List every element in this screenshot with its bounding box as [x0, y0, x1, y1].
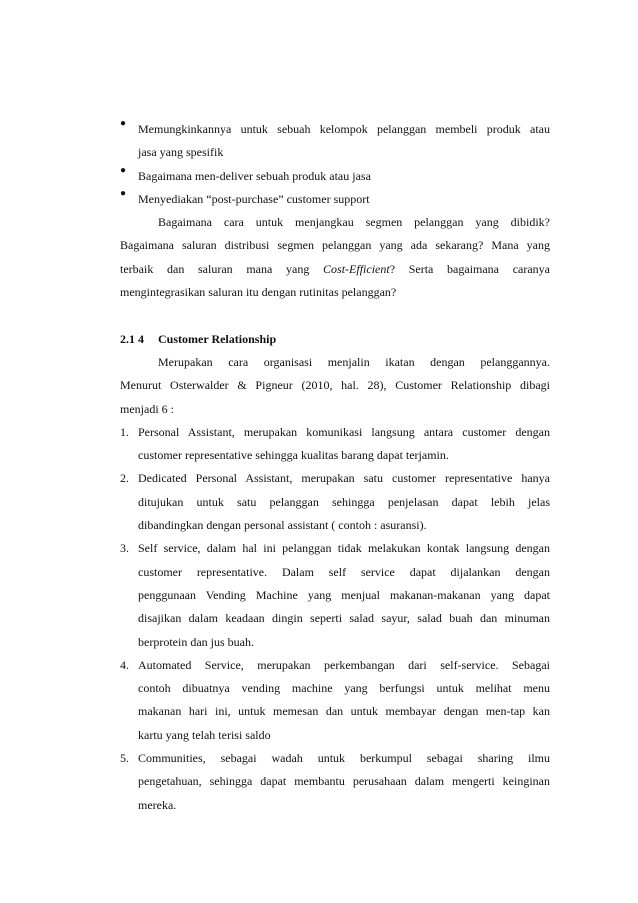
paragraph-line: Bagaimana cara untuk menjangkau segmen pelanggan yang dibidik?: [158, 215, 550, 230]
paragraph-line: Merupakan cara organisasi menjalin ikatan dengan pelanggannya.: [158, 354, 550, 369]
list-line: contoh dibuatnya vending machine yang berfungsi untuk melihat menu: [138, 681, 550, 696]
list-line: Self service, dalam hal ini pelanggan tidak melakukan kontak langsung dengan: [138, 541, 550, 556]
list-line: Dedicated Personal Assistant, merupakan satu customer representative hanya: [138, 471, 550, 486]
list-line: berprotein dan jus buah.: [138, 634, 254, 649]
list-number: 5.: [120, 751, 129, 766]
list-number: 3.: [120, 541, 129, 556]
list-line: Communities, sebagai wadah untuk berkumpul sebagai sharing ilmu: [138, 751, 550, 766]
bullet-item: [120, 118, 550, 165]
paragraph-line: menjadi 6 :: [120, 401, 174, 416]
list-item: [120, 747, 550, 817]
list-number: 2.: [120, 471, 129, 486]
bullet-icon: ●: [120, 187, 127, 199]
bullet-line: Bagaimana men-deliver sebuah produk atau jasa: [138, 168, 371, 183]
paragraph-intro: [120, 351, 550, 421]
paragraph-line: Bagaimana saluran distribusi segmen pelanggan yang ada sekarang? Mana yang: [120, 238, 550, 253]
list-line: pengetahuan, sehingga dapat membantu perusahaan dalam mengerti keinginan: [138, 774, 550, 789]
paragraph-emphasis: Cost-Efficient: [323, 261, 390, 276]
bullet-line: Menyediakan “post-purchase” customer support: [138, 191, 370, 206]
list-item: [120, 654, 550, 747]
list-line: Personal Assistant, merupakan komunikasi langsung antara customer dengan: [138, 424, 550, 439]
section-number: 2.1 4: [120, 331, 144, 346]
list-line: penggunaan Vending Machine yang menjual makanan-makanan yang dapat: [138, 587, 550, 602]
paragraph-line: Menurut Osterwalder & Pigneur (2010, hal. 28), Customer Relationship dibagi: [120, 378, 550, 393]
bullet-icon: ●: [120, 118, 127, 129]
bullet-line: Memungkinkannya untuk sebuah kelompok pelanggan membeli produk atau: [138, 122, 550, 136]
list-line: mereka.: [138, 797, 177, 812]
list-line: dibandingkan dengan personal assistant ( contoh : asuransi).: [138, 518, 427, 533]
paragraph-text: terbaik dan saluran mana yang: [120, 261, 310, 276]
list-line: ditujukan untuk satu pelanggan sehingga penjelasan dapat lebih jelas: [138, 494, 550, 509]
list-line: makanan hari ini, untuk memesan dan untuk membayar dengan men-tap kan: [138, 704, 550, 719]
list-line: customer representative. Dalam self service dapat dijalankan dengan: [138, 564, 550, 579]
paragraph-line: mengintegrasikan saluran itu dengan rutinitas pelanggan?: [120, 285, 397, 300]
bullet-item: [120, 188, 550, 211]
list-line: Automated Service, merupakan perkembangan dari self-service. Sebagai: [138, 657, 550, 672]
list-item: [120, 421, 550, 468]
list-item: [120, 537, 550, 653]
paragraph-text: ? Serta bagaimana caranya: [389, 261, 550, 276]
bullet-icon: ●: [120, 164, 127, 176]
bullet-line: jasa yang spesifik: [138, 145, 224, 160]
list-line: customer representative sehingga kualitas barang dapat terjamin.: [138, 448, 449, 463]
list-line: kartu yang telah terisi saldo: [138, 727, 271, 742]
list-number: 4.: [120, 657, 129, 672]
list-line: disajikan dalam keadaan dingin seperti salad sayur, salad buah dan minuman: [138, 611, 550, 626]
list-number: 1.: [120, 424, 129, 439]
section-heading: [120, 328, 550, 351]
paragraph-channels: [120, 211, 550, 304]
paragraph-line: [120, 258, 550, 281]
section-title: Customer Relationship: [158, 331, 277, 346]
spacer: [120, 304, 550, 327]
list-item: [120, 467, 550, 537]
bullet-item: [120, 165, 550, 188]
